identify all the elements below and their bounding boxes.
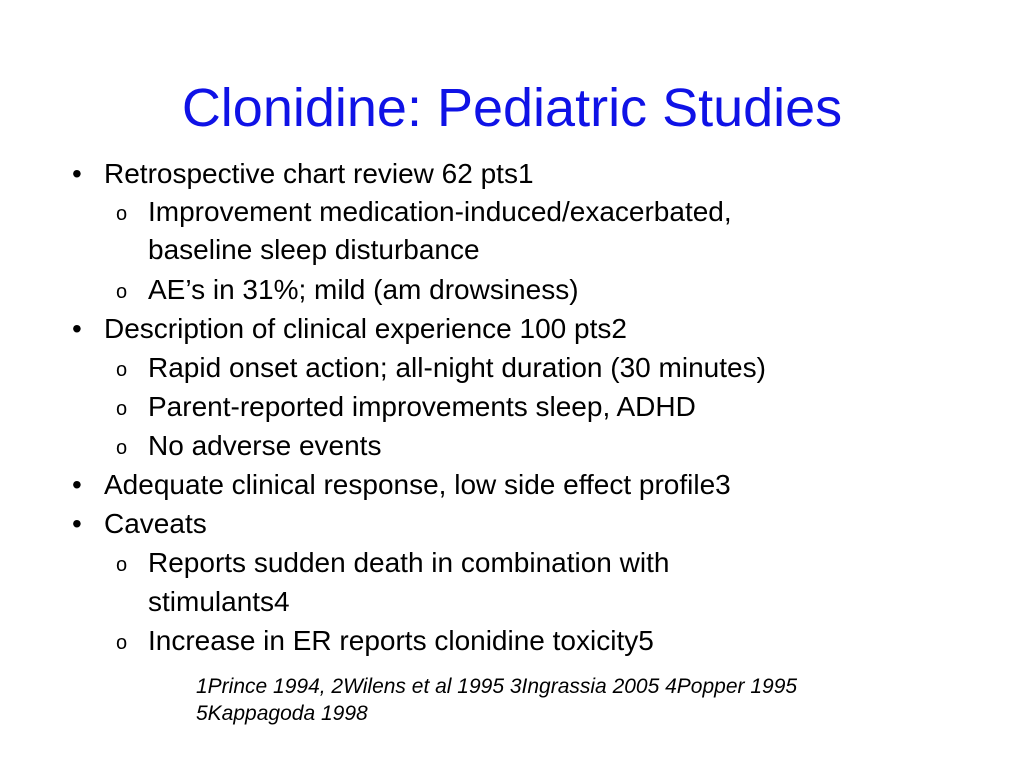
sub-bullet-marker: o [116, 398, 128, 420]
sub-bullet-text: AE’s in 31%; mild (am drowsiness) [148, 274, 579, 305]
sub-bullet-marker: o [116, 632, 128, 654]
sub-bullet-text: Increase in ER reports clonidine toxicity5 [148, 625, 654, 656]
sub-bullet-text: No adverse events [148, 430, 382, 461]
sub-bullet-text: Reports sudden death in combination with [148, 547, 670, 578]
bullet-marker: • [72, 158, 82, 189]
sub-bullet-text: Improvement medication-induced/exacerbated, [148, 196, 732, 227]
bullet-text: Description of clinical experience 100 pts2 [104, 313, 627, 344]
bullet-marker: • [72, 508, 82, 539]
sub-bullet-text: stimulants4 [148, 586, 290, 617]
sub-bullet-text: Parent-reported improvements sleep, ADHD [148, 391, 696, 422]
sub-bullet-text: baseline sleep disturbance [148, 234, 480, 265]
slide-title: Clonidine: Pediatric Studies [181, 78, 843, 138]
bullet-marker: • [72, 313, 82, 344]
bullet-marker: • [72, 469, 82, 500]
sub-bullet-text: Rapid onset action; all-night duration (30 minutes) [148, 352, 766, 383]
bullet-text: Adequate clinical response, low side effect profile3 [104, 469, 731, 500]
references [196, 673, 797, 727]
sub-bullet-marker: o [116, 554, 128, 576]
sub-bullet-marker: o [116, 359, 128, 381]
sub-bullet-marker: o [116, 437, 128, 459]
sub-bullet-marker: o [116, 281, 128, 303]
reference-line: 5Kappagoda 1998 [196, 702, 368, 725]
sub-bullet-marker: o [116, 203, 128, 225]
bullet-text: Retrospective chart review 62 pts1 [104, 158, 534, 189]
bullet-text: Caveats [104, 508, 207, 539]
reference-line: 1Prince 1994, 2Wilens et al 1995 3Ingrassia 2005 4Popper 1995 [196, 675, 798, 698]
